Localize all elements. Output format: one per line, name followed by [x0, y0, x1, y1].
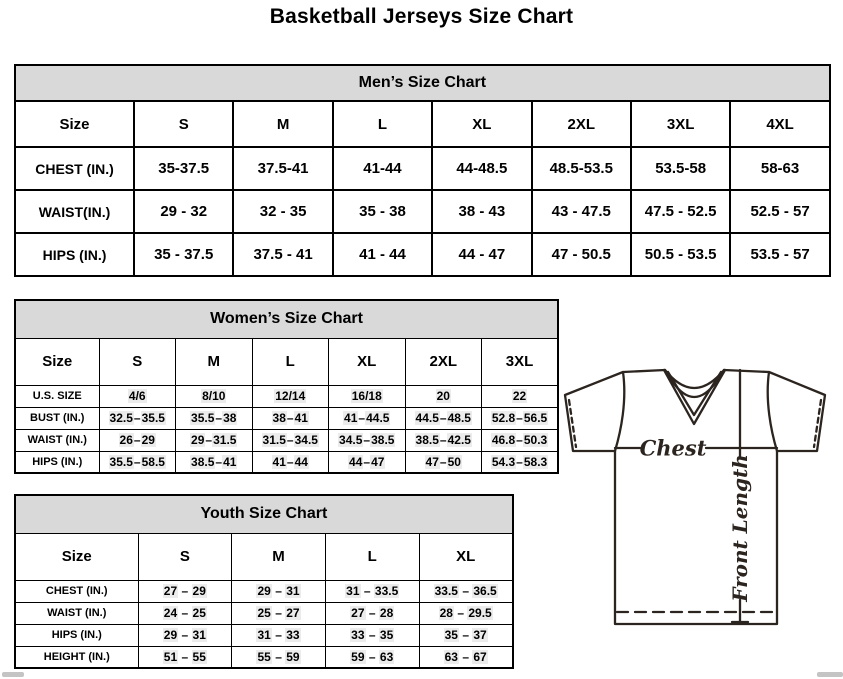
value-cell: 51 – 55: [138, 646, 232, 668]
value-cell: 41–44.5: [329, 407, 406, 429]
table-row: [15, 451, 558, 473]
value-cell: 27 – 28: [325, 602, 419, 624]
value-cell: 53.5 - 57: [730, 233, 829, 276]
mens-chart-title: Men’s Size Chart: [15, 65, 830, 101]
value-cell: 32.5–35.5: [99, 407, 176, 429]
jersey-right-seam: [768, 372, 777, 451]
value-cell: 20: [405, 385, 482, 407]
row-label: HIPS (IN.): [15, 233, 134, 276]
value-cell: 47–50: [405, 451, 482, 473]
value-cell: 37.5 - 41: [233, 233, 332, 276]
value-cell: 33.5 – 36.5: [419, 580, 513, 602]
value-cell: 52.8–56.5: [482, 407, 559, 429]
table-row: [15, 190, 830, 233]
value-cell: 47.5 - 52.5: [631, 190, 730, 233]
row-label: CHEST (IN.): [15, 580, 138, 602]
chest-label: Chest: [639, 435, 707, 461]
value-cell: 4/6: [99, 385, 176, 407]
horizontal-scrollbar-fragment-left[interactable]: [2, 672, 24, 677]
value-cell: 35 - 38: [333, 190, 432, 233]
value-cell: 38–41: [252, 407, 329, 429]
value-cell: 12/14: [252, 385, 329, 407]
womens-size-chart-table: [14, 299, 559, 474]
table-row: [15, 233, 830, 276]
value-cell: 27 – 29: [138, 580, 232, 602]
value-cell: 16/18: [329, 385, 406, 407]
jersey-outline: [565, 370, 825, 624]
value-cell: 48.5-53.5: [532, 147, 631, 190]
row-label: CHEST (IN.): [15, 147, 134, 190]
horizontal-scrollbar-fragment-right[interactable]: [817, 672, 843, 677]
value-cell: 22: [482, 385, 559, 407]
value-cell: 29 – 31: [138, 624, 232, 646]
value-cell: 46.8–50.3: [482, 429, 559, 451]
table-row: [15, 385, 558, 407]
value-cell: 24 – 25: [138, 602, 232, 624]
table-row: [15, 407, 558, 429]
youth-size-m: M: [232, 533, 326, 580]
mens-size-chart-table: [14, 64, 831, 277]
value-cell: 35-37.5: [134, 147, 233, 190]
value-cell: 63 – 67: [419, 646, 513, 668]
value-cell: 44-48.5: [432, 147, 531, 190]
table-row: [15, 646, 513, 668]
youth-size-label: Size: [15, 533, 138, 580]
mens-size-2xl: 2XL: [532, 101, 631, 147]
value-cell: 31 – 33: [232, 624, 326, 646]
mens-size-label: Size: [15, 101, 134, 147]
womens-size-xl: XL: [329, 338, 406, 385]
value-cell: 50.5 - 53.5: [631, 233, 730, 276]
table-row: [15, 624, 513, 646]
row-label: U.S. SIZE: [15, 385, 99, 407]
row-label: WAIST (IN.): [15, 429, 99, 451]
womens-size-label: Size: [15, 338, 99, 385]
youth-size-s: S: [138, 533, 232, 580]
table-row: [15, 429, 558, 451]
youth-size-chart-table: [14, 494, 514, 669]
row-label: HIPS (IN.): [15, 624, 138, 646]
value-cell: 8/10: [176, 385, 253, 407]
row-label: WAIST (IN.): [15, 602, 138, 624]
value-cell: 35 – 37: [419, 624, 513, 646]
value-cell: 35 - 37.5: [134, 233, 233, 276]
table-row: [15, 580, 513, 602]
value-cell: 54.3–58.3: [482, 451, 559, 473]
value-cell: 29 – 31: [232, 580, 326, 602]
value-cell: 35.5–38: [176, 407, 253, 429]
value-cell: 38.5–41: [176, 451, 253, 473]
jersey-diagram-svg: [556, 361, 843, 633]
value-cell: 44–47: [329, 451, 406, 473]
row-label: BUST (IN.): [15, 407, 99, 429]
value-cell: 35.5–58.5: [99, 451, 176, 473]
value-cell: 38 - 43: [432, 190, 531, 233]
value-cell: 25 – 27: [232, 602, 326, 624]
front-length-label: Front Length: [728, 454, 752, 602]
value-cell: 43 - 47.5: [532, 190, 631, 233]
mens-size-xl: XL: [432, 101, 531, 147]
value-cell: 52.5 - 57: [730, 190, 829, 233]
value-cell: 26–29: [99, 429, 176, 451]
value-cell: 44.5–48.5: [405, 407, 482, 429]
table-row: [15, 602, 513, 624]
mens-size-m: M: [233, 101, 332, 147]
value-cell: 32 - 35: [233, 190, 332, 233]
row-label: HIPS (IN.): [15, 451, 99, 473]
womens-size-m: M: [176, 338, 253, 385]
womens-size-s: S: [99, 338, 176, 385]
mens-size-l: L: [333, 101, 432, 147]
row-label: WAIST(IN.): [15, 190, 134, 233]
row-label: HEIGHT (IN.): [15, 646, 138, 668]
womens-size-3xl: 3XL: [482, 338, 559, 385]
value-cell: 28 – 29.5: [419, 602, 513, 624]
value-cell: 44 - 47: [432, 233, 531, 276]
value-cell: 47 - 50.5: [532, 233, 631, 276]
value-cell: 29–31.5: [176, 429, 253, 451]
value-cell: 41–44: [252, 451, 329, 473]
value-cell: 38.5–42.5: [405, 429, 482, 451]
value-cell: 31 – 33.5: [325, 580, 419, 602]
jersey-measurement-diagram: [556, 361, 843, 633]
jersey-left-seam: [615, 372, 624, 451]
womens-chart-title: Women’s Size Chart: [15, 300, 558, 338]
table-row: [15, 147, 830, 190]
value-cell: 29 - 32: [134, 190, 233, 233]
youth-size-xl: XL: [419, 533, 513, 580]
value-cell: 41 - 44: [333, 233, 432, 276]
value-cell: 59 – 63: [325, 646, 419, 668]
mens-size-4xl: 4XL: [730, 101, 829, 147]
womens-size-l: L: [252, 338, 329, 385]
value-cell: 33 – 35: [325, 624, 419, 646]
value-cell: 41-44: [333, 147, 432, 190]
value-cell: 58-63: [730, 147, 829, 190]
value-cell: 31.5–34.5: [252, 429, 329, 451]
youth-size-l: L: [325, 533, 419, 580]
value-cell: 55 – 59: [232, 646, 326, 668]
youth-chart-title: Youth Size Chart: [15, 495, 513, 533]
page-title: Basketball Jerseys Size Chart: [269, 5, 574, 28]
mens-size-s: S: [134, 101, 233, 147]
womens-size-2xl: 2XL: [405, 338, 482, 385]
value-cell: 53.5-58: [631, 147, 730, 190]
mens-size-3xl: 3XL: [631, 101, 730, 147]
value-cell: 37.5-41: [233, 147, 332, 190]
value-cell: 34.5–38.5: [329, 429, 406, 451]
